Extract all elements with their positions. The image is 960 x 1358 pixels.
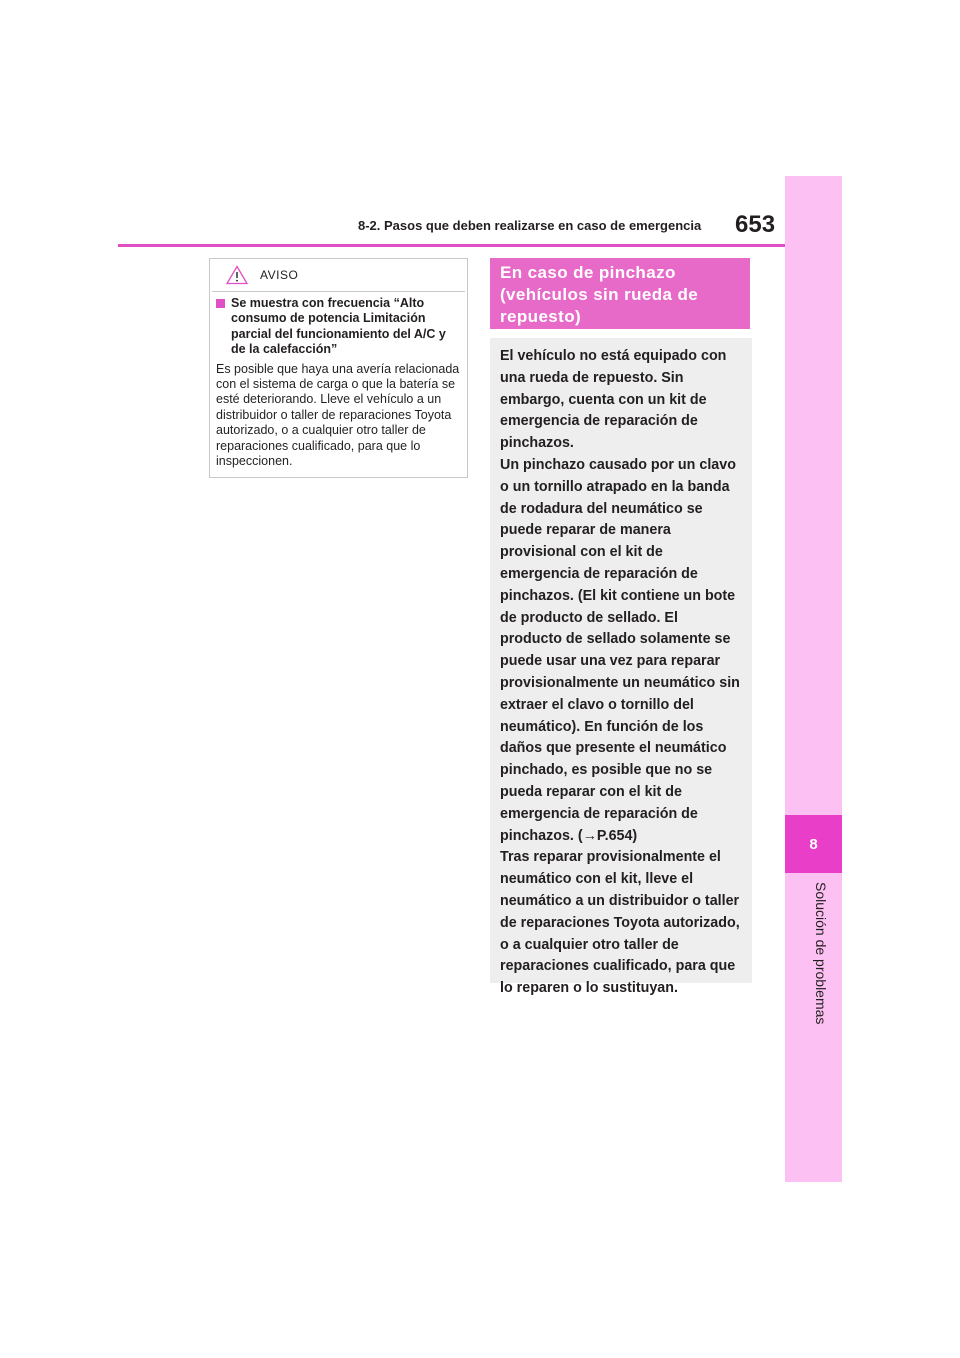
- warning-item-text: Es posible que haya una avería relacionada con el sistema de carga o que la batería se esté deteriorando. Lleve el vehículo a un distribuidor o taller de reparaciones Toyota autorizado, o a cualquier otro taller de reparaciones cualificado, para que lo inspeccionen.: [216, 361, 460, 469]
- warning-item: [216, 296, 461, 358]
- section-body: [490, 338, 752, 997]
- section-title: En caso de pinchazo (vehículos sin rueda de repuesto): [490, 258, 750, 329]
- warning-header: [210, 259, 467, 291]
- section-paragraph: El vehículo no está equipado con una rueda de repuesto. Sin embargo, cuenta con un kit de emergencia de reparación de pinchazos.: [500, 348, 727, 452]
- warning-box: [209, 258, 468, 478]
- section-paragraph: Un pinchazo causado por un clavo o un tornillo atrapado en la banda de rodadura del neumático se puede reparar de manera provisional con el kit de emergencia de reparación de pinchazos. (El kit contiene un bote de producto de sellado. El producto de sellado solamente se puede usar una vez para reparar provisionalmente un neumático sin extraer el clavo o tornillo del neumático). En función de los daños que presente el neumático pinchado, es posible que no se pueda reparar con el kit de emergencia de reparación de pinchazos. (→P.654): [500, 456, 740, 844]
- square-bullet-icon: [216, 299, 225, 308]
- warning-label: AVISO: [260, 268, 299, 282]
- warning-body: [210, 292, 467, 469]
- warning-triangle-icon: [226, 265, 248, 285]
- chapter-number: 8: [785, 815, 842, 873]
- warning-item-title: Se muestra con frecuencia “Alto consumo de potencia Limitación parcial del funcionamiento del A/C y de la calefacción”: [231, 296, 446, 357]
- section-header: 8-2. Pasos que deben realizarse en caso de emergencia: [358, 218, 702, 233]
- page-number: 653: [735, 211, 776, 238]
- chapter-title: Solución de problemas: [813, 882, 829, 1025]
- section-paragraph: Tras reparar provisionalmente el neumático con el kit, lleve el neumático a un distribuidor o taller de reparaciones Toyota autorizado, o a cualquier otro taller de reparaciones cualificado, para que lo reparen o lo sustituyan.: [500, 849, 740, 997]
- header-rule: [118, 244, 785, 247]
